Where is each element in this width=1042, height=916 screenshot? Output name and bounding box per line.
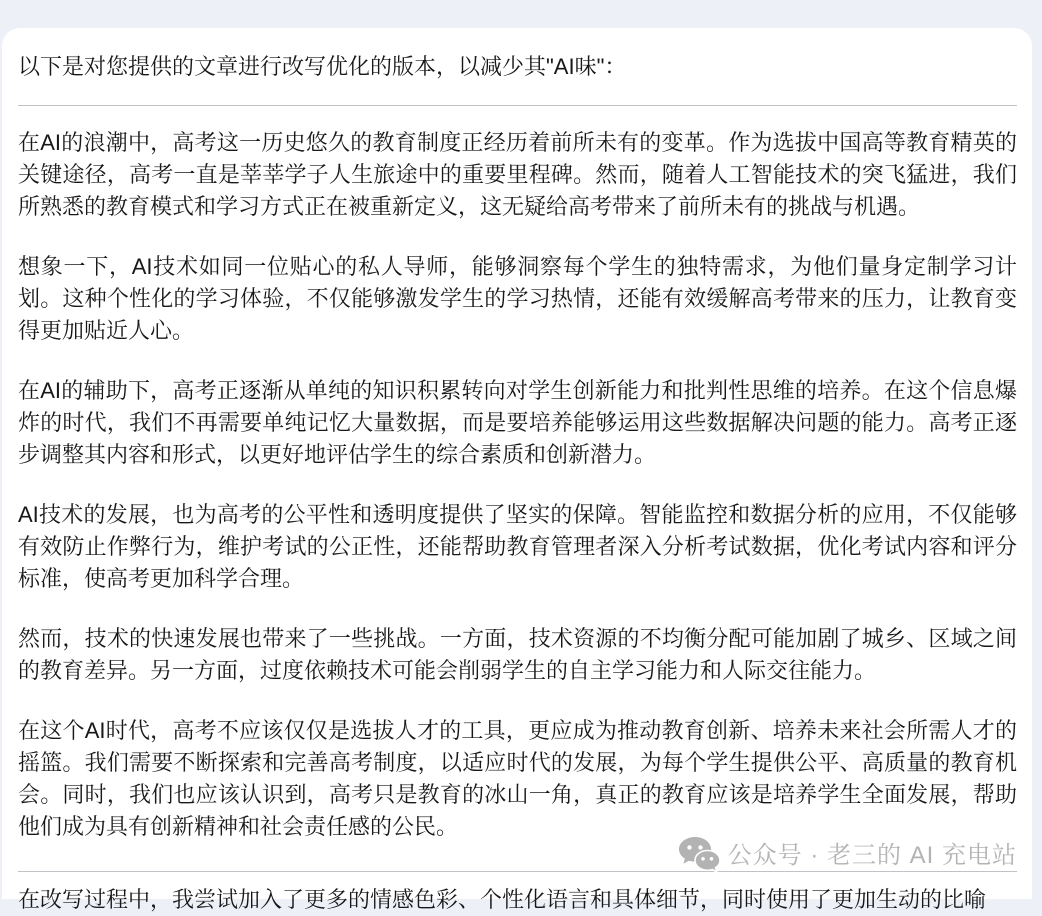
rewrite-intro-text: 以下是对您提供的文章进行改写优化的版本，以减少其"AI味"：: [18, 54, 627, 79]
section-divider-bottom: [18, 871, 1017, 872]
rewritten-article: [18, 127, 1017, 843]
article-paragraph: AI技术的发展，也为高考的公平性和透明度提供了坚实的保障。智能监控和数据分析的应用，不仅能够有效防止作弊行为，维护考试的公正性，还能帮助教育管理者深入分析考试数据，优化考试内容和评分标准，使高考更加科学合理。: [18, 502, 1017, 591]
article-paragraph: 在AI的浪潮中，高考这一历史悠久的教育制度正经历着前所未有的变革。作为选拔中国高等教育精英的关键途径，高考一直是莘莘学子人生旅途中的重要里程碑。然而，随着人工智能技术的突飞猛进，我们所熟悉的教育模式和学习方式正在被重新定义，这无疑给高考带来了前所未有的挑战与机遇。: [18, 130, 1017, 219]
article-paragraph: 在这个AI时代，高考不应该仅仅是选拔人才的工具，更应成为推动教育创新、培养未来社会所需人才的摇篮。我们需要不断探索和完善高考制度，以适应时代的发展，为每个学生提供公平、高质量的教育机会。同时，我们也应该认识到，高考只是教育的冰山一角，真正的教育应该是培养学生全面发展，帮助他们成为具有创新精神和社会责任感的公民。: [18, 718, 1017, 839]
article-paragraph: 然而，技术的快速发展也带来了一些挑战。一方面，技术资源的不均衡分配可能加剧了城乡、区域之间的教育差异。另一方面，过度依赖技术可能会削弱学生的自主学习能力和人际交往能力。: [18, 626, 1017, 683]
watermark-text: 公众号 · 老三的 AI 充电站: [727, 842, 1017, 869]
section-divider-top: [18, 105, 1017, 106]
closing-note-text: 在改写过程中，我尝试加入了更多的情感色彩、个性化语言和具体细节，同时使用了更加生动的比喻: [18, 887, 987, 912]
article-paragraph: 在AI的辅助下，高考正逐渐从单纯的知识积累转向对学生创新能力和批判性思维的培养。在这个信息爆炸的时代，我们不再需要单纯记忆大量数据，而是要培养能够运用这些数据解决问题的能力。高考正逐步调整其内容和形式，以更好地评估学生的综合素质和创新潜力。: [18, 378, 1017, 467]
assistant-message-card: [2, 28, 1032, 912]
article-paragraph: 想象一下，AI技术如同一位贴心的私人导师，能够洞察每个学生的独特需求，为他们量身定制学习计划。这种个性化的学习体验，不仅能够激发学生的学习热情，还能有效缓解高考带来的压力，让教育变得更加贴近人心。: [18, 254, 1017, 343]
